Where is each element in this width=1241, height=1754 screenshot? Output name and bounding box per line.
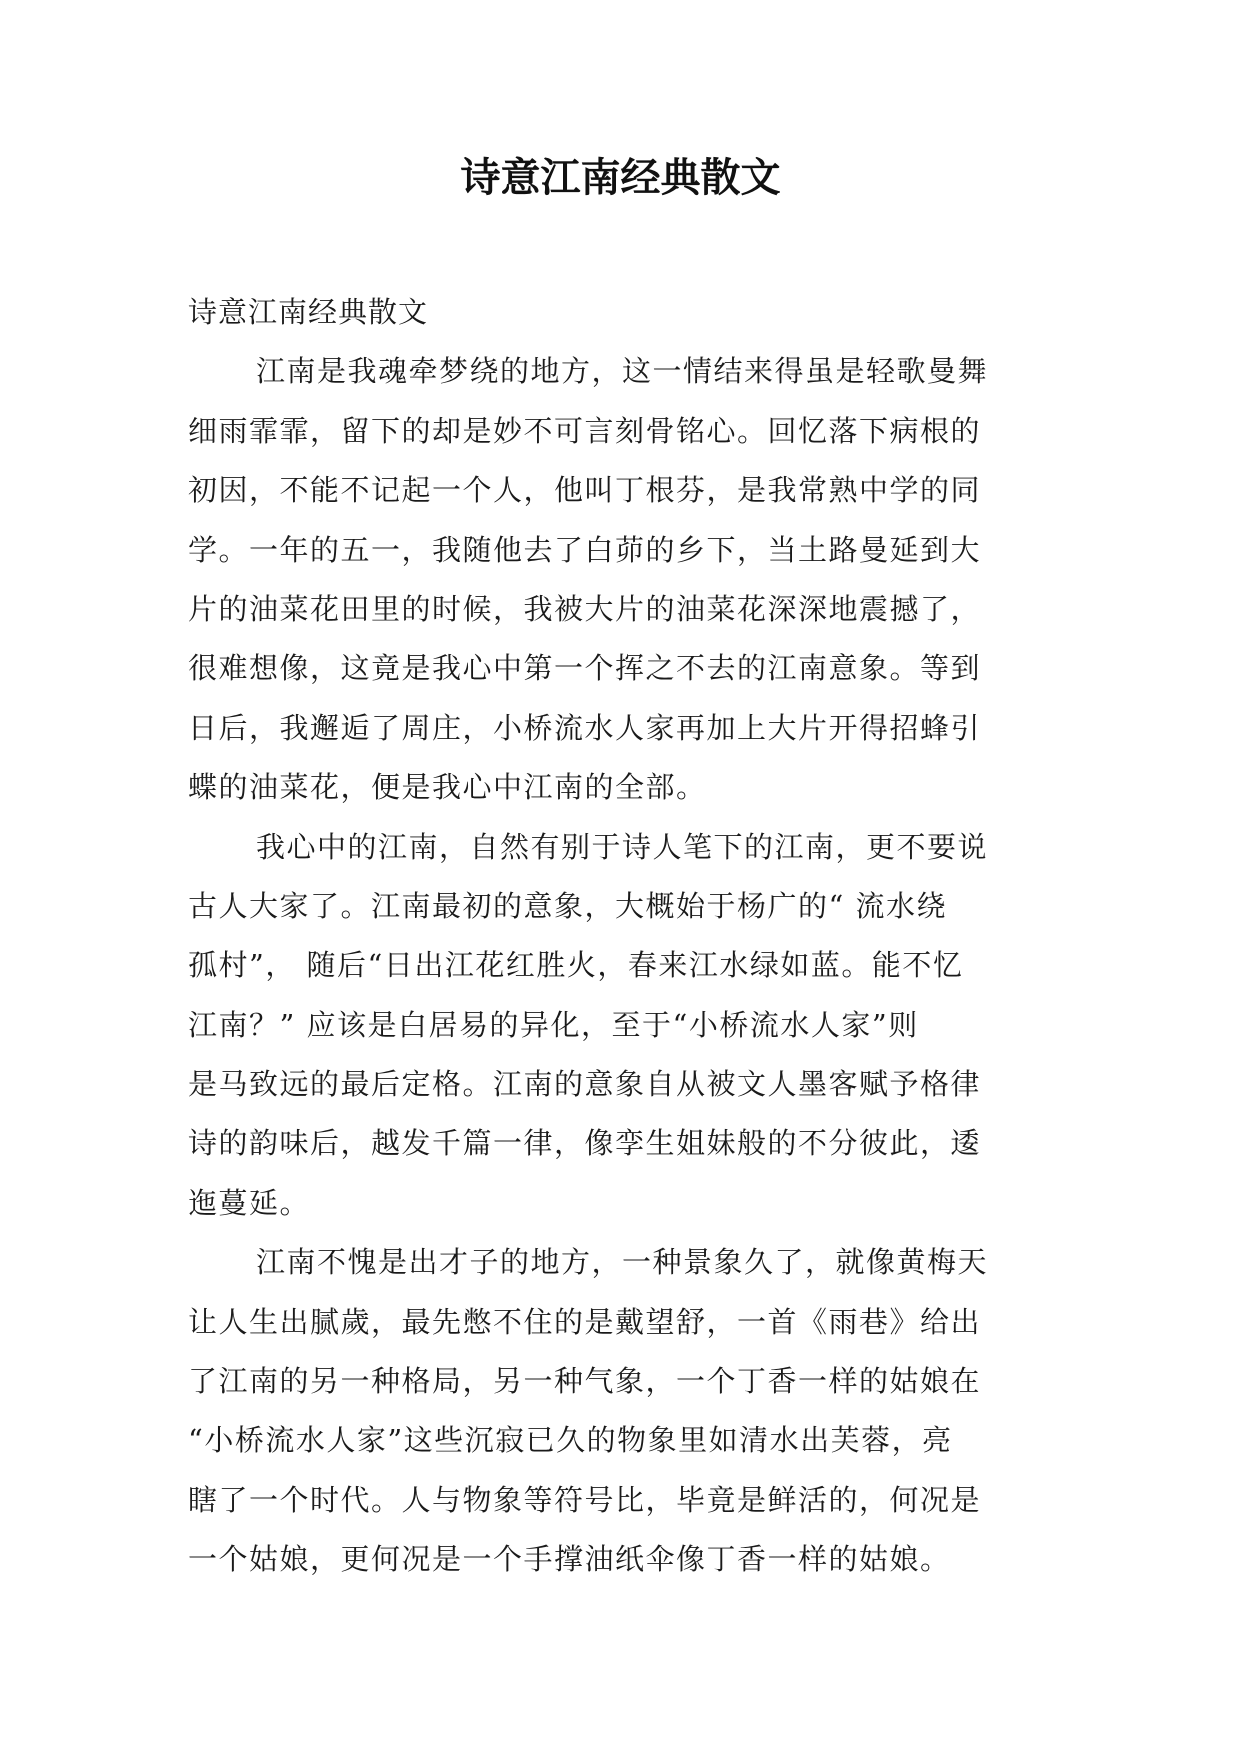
paragraph-3 (188, 1233, 1060, 1589)
text-line: 让人生出腻歲，最先憋不住的是戴望舒，一首《雨巷》给出 (188, 1304, 982, 1339)
text-line: 诗的韵味后，越发千篇一律，像孪生姐妹般的不分彼此，逶 (188, 1126, 982, 1161)
text-line: 瞎了一个时代。人与物象等符号比，毕竟是鲜活的，何况是 (188, 1482, 982, 1517)
text-line: 江南不愧是出才子的地方，一种景象久了，就像黄梅天 (256, 1245, 989, 1280)
text-line: 古人大家了。江南最初的意象，大概始于杨广的“ 流水绕 (188, 888, 948, 923)
text-line: 学。一年的五一，我随他去了白茆的乡下，当土路曼延到大 (188, 532, 982, 567)
text-line: “小桥流水人家”这些沉寂已久的物象里如清水出芙蓉，亮 (188, 1423, 953, 1458)
text-line: 了江南的另一种格局，另一种气象，一个丁香一样的姑娘在 (188, 1364, 982, 1399)
text-line: 江南是我魂牵梦绕的地方，这一情结来得虽是轻歌曼舞 (256, 354, 989, 389)
text-line: 初因，不能不记起一个人，他叫丁根芬，是我常熟中学的同 (188, 473, 982, 508)
text-line: 一个姑娘，更何况是一个手撑油纸伞像丁香一样的姑娘。 (188, 1542, 951, 1577)
text-line: 江南？” 应该是白居易的异化，至于“小桥流水人家”则 (188, 1007, 919, 1042)
text-line: 日后，我邂逅了周庄，小桥流水人家再加上大片开得招蜂引 (188, 710, 982, 745)
text-line: 孤村”， 随后“日出江花红胜火，春来江水绿如蓝。能不忆 (188, 948, 964, 983)
text-line: 迤蔓延。 (188, 1185, 311, 1220)
paragraph-2 (188, 818, 1060, 1234)
text-line: 细雨霏霏，留下的却是妙不可言刻骨铭心。回忆落下病根的 (188, 413, 982, 448)
text-line: 是马致远的最后定格。江南的意象自从被文人墨客赋予格律 (188, 1067, 982, 1102)
document-subtitle: 诗意江南经典散文 (188, 295, 429, 329)
text-line: 蝶的油菜花，便是我心中江南的全部。 (188, 770, 707, 805)
document-title: 诗意江南经典散文 (460, 154, 781, 201)
text-line: 我心中的江南，自然有别于诗人笔下的江南，更不要说 (256, 829, 989, 864)
text-line: 片的油菜花田里的时候，我被大片的油菜花深深地震撼了， (188, 591, 982, 626)
text-line: 很难想像，这竟是我心中第一个挥之不去的江南意象。等到 (188, 651, 982, 686)
paragraph-1 (188, 342, 1060, 817)
document-body (188, 283, 1060, 1590)
